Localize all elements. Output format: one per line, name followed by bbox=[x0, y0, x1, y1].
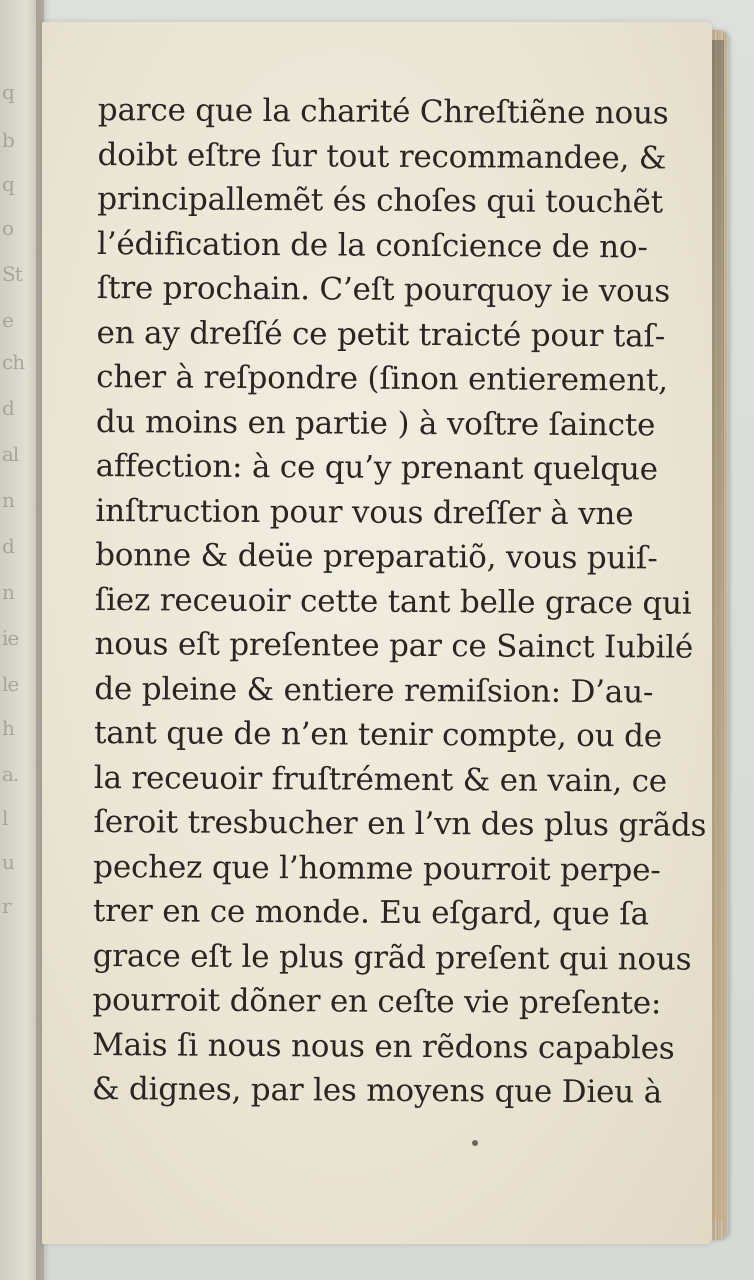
facing-page-glyph: b bbox=[2, 128, 14, 152]
text-line: ſtre prochain. C’eſt pourquoy ie vous bbox=[96, 269, 671, 310]
facing-page-glyph: ch bbox=[2, 350, 25, 374]
text-line: grace eſt le plus grãd preſent qui nous bbox=[92, 937, 692, 978]
facing-page-glyph: l bbox=[2, 806, 8, 830]
text-line: tant que de n’en tenir compte, ou de bbox=[93, 714, 663, 755]
text-line: l’édification de la conſcience de no- bbox=[96, 225, 648, 265]
facing-page-glyph: n bbox=[2, 580, 14, 604]
text-line: ſeroit tresbucher en l’vn des plus grãds bbox=[93, 803, 707, 844]
text-line: pechez que l’homme pourroit perpe- bbox=[93, 848, 661, 888]
facing-page-glyph: St bbox=[2, 262, 22, 286]
facing-page-glyph: e bbox=[2, 308, 13, 332]
facing-page-glyph: o bbox=[2, 216, 14, 240]
text-line: Mais ſi nous nous en rẽdons capables bbox=[92, 1026, 675, 1067]
text-line: la receuoir fruſtrément & en vain, ce bbox=[93, 759, 668, 799]
text-line: ſiez receuoir cette tant belle grace qui bbox=[94, 581, 692, 622]
text-line: de pleine & entiere remiſsion: D’au- bbox=[94, 670, 654, 710]
page-edge-discoloration bbox=[712, 40, 724, 1220]
text-line: pourroit dõner en ceſte vie preſente: bbox=[92, 981, 662, 1022]
text-line: du moins en partie ) à voſtre ſaincte bbox=[95, 403, 656, 443]
facing-page-glyph: d bbox=[2, 534, 14, 558]
facing-page-glyph: d bbox=[2, 396, 14, 420]
text-line: doibt eſtre ſur tout recommandee, & bbox=[97, 136, 667, 176]
text-line: bonne & deüe preparatiõ, vous puiſ- bbox=[95, 536, 658, 577]
facing-page-glyph: q bbox=[2, 80, 14, 104]
facing-page-glyph: q bbox=[2, 172, 14, 196]
text-line: principallemẽt és choſes qui touchẽt bbox=[97, 180, 664, 221]
text-line: cher à reſpondre (ſinon entierement, bbox=[96, 358, 668, 399]
facing-page-glyph: le bbox=[2, 672, 19, 696]
text-line: inſtruction pour vous dreſſer à vne bbox=[95, 492, 634, 532]
text-line: parce que la charité Chreſtiẽne nous bbox=[97, 91, 669, 132]
ink-speck bbox=[472, 1140, 478, 1146]
facing-page-glyph: r bbox=[2, 894, 11, 918]
facing-page-glyph: a. bbox=[2, 762, 19, 786]
facing-page-glyph: u bbox=[2, 850, 14, 874]
facing-page-glyph: ie bbox=[2, 626, 19, 650]
text-line: affection: à ce qu’y prenant quelque bbox=[95, 447, 658, 488]
facing-page-glyph: al bbox=[2, 442, 19, 466]
text-line: nous eſt preſentee par ce Sainct Iubilé bbox=[94, 625, 694, 666]
facing-page-glyph: n bbox=[2, 488, 14, 512]
text-line: trer en ce monde. Eu eſgard, que ſa bbox=[92, 892, 649, 933]
text-line: & dignes, par les moyens que Dieu à bbox=[91, 1070, 663, 1111]
text-line: en ay dreſſé ce petit traicté pour taſ- bbox=[96, 314, 666, 354]
page-text bbox=[91, 88, 707, 1115]
printed-page bbox=[42, 22, 712, 1244]
facing-page-glyph: h bbox=[2, 716, 14, 740]
